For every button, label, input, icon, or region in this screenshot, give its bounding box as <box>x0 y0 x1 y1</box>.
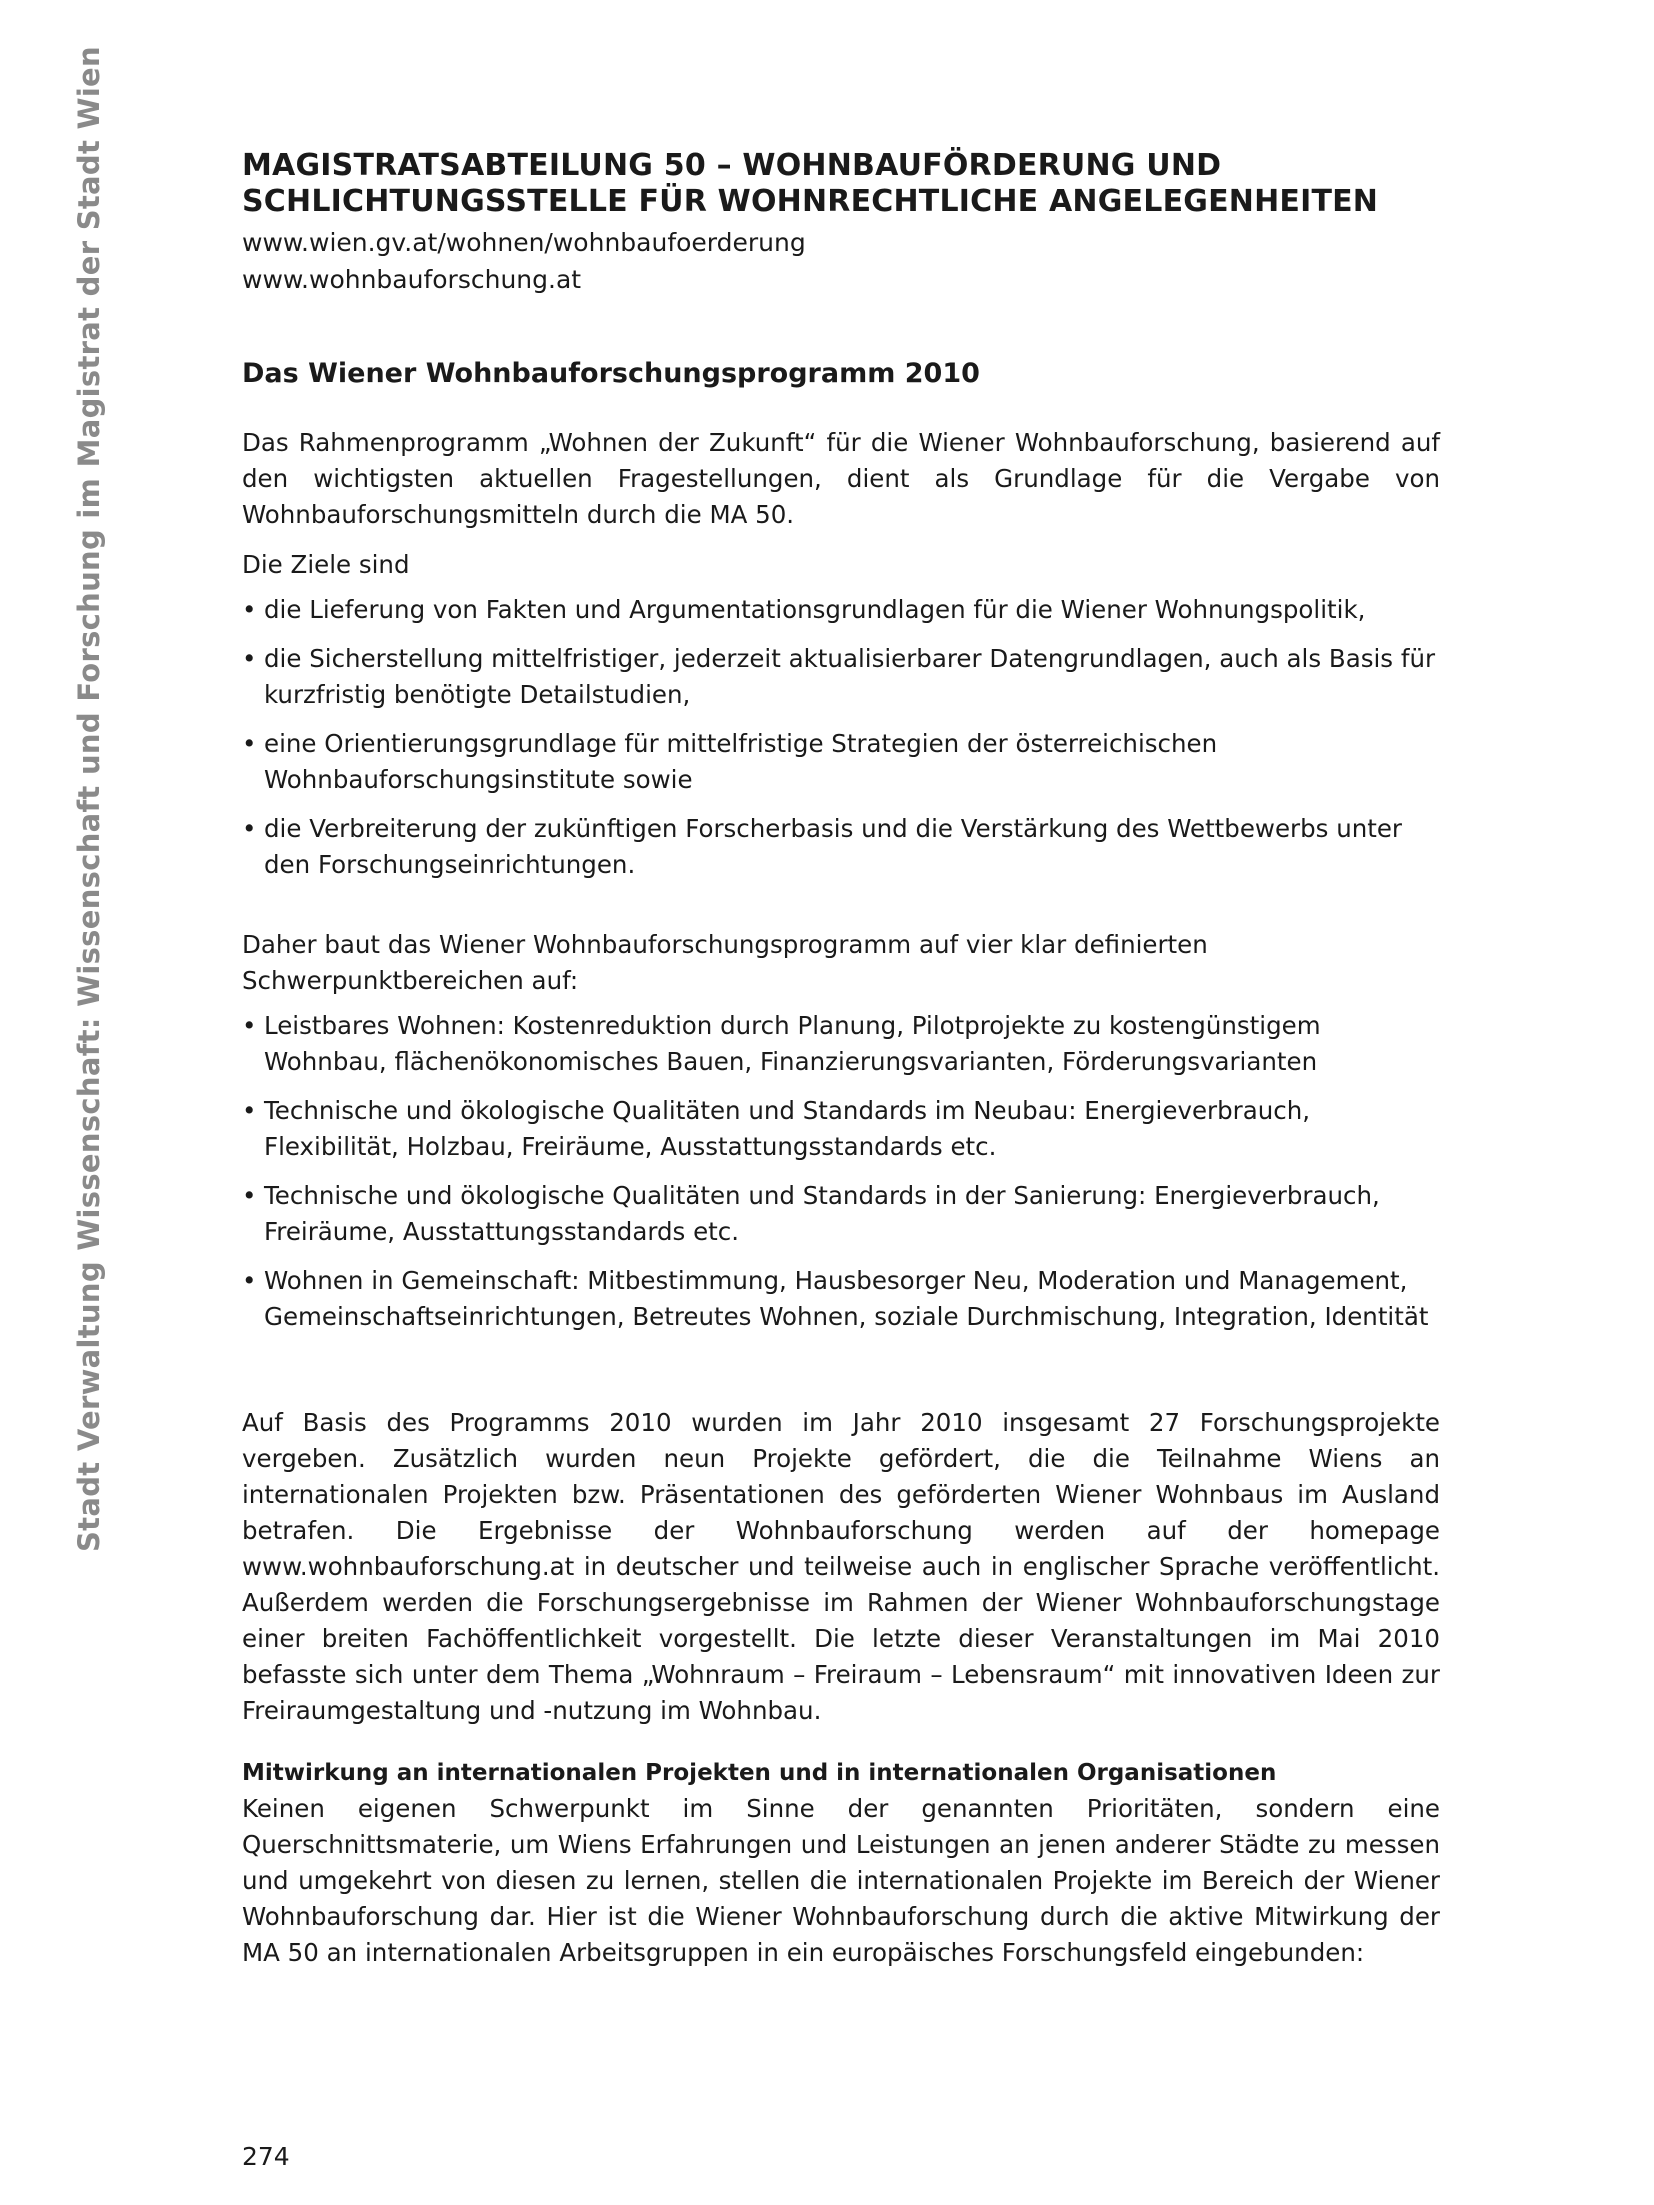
org-title-line-2: SCHLICHTUNGSSTELLE FÜR WOHNRECHTLICHE ANGELEGENHEITEN <box>242 184 1379 219</box>
bullet-icon: • <box>242 1266 257 1295</box>
bullet-icon: • <box>242 814 257 843</box>
list-item-text: Technische und ökologische Qualitäten und Standards in der Sanierung: Energieverbrauch, Freiräume, Ausstattungsstandards etc. <box>264 1181 1380 1246</box>
url-wohnbauforschung: www.wohnbauforschung.at <box>242 265 582 294</box>
bullet-icon: • <box>242 595 257 624</box>
bullet-icon: • <box>242 1011 257 1040</box>
list-item <box>242 726 1440 798</box>
running-side-title: Stadt Verwaltung Wissenschaft: Wissenschaft und Forschung im Magistrat der Stadt Wien <box>72 46 106 1552</box>
list-item-text: Technische und ökologische Qualitäten und Standards im Neubau: Energieverbrauch, Flexibilität, Holzbau, Freiräume, Ausstattungsstandards etc. <box>264 1096 1311 1161</box>
bullet-icon: • <box>242 729 257 758</box>
section-title: Das Wiener Wohnbauforschungsprogramm 2010 <box>242 358 980 389</box>
bullet-icon: • <box>242 644 257 673</box>
page-number: 274 <box>242 2142 290 2171</box>
list-item-text: die Sicherstellung mittelfristiger, jederzeit aktualisierbarer Datengrundlagen, auch als Basis für kurzfristig benötigte Detailstudien, <box>264 644 1436 709</box>
list-item-text: die Lieferung von Fakten und Argumentationsgrundlagen für die Wiener Wohnungspolitik, <box>264 595 1366 624</box>
focus-intro-paragraph: Daher baut das Wiener Wohnbauforschungsprogramm auf vier klar definierten Schwerpunktbereichen auf: <box>242 930 1208 995</box>
list-item <box>242 1008 1440 1080</box>
list-item <box>242 1093 1440 1165</box>
org-title-line-1: MAGISTRATSABTEILUNG 50 – WOHNBAUFÖRDERUNG UND <box>242 148 1222 183</box>
list-item-text: eine Orientierungsgrundlage für mittelfristige Strategien der österreichischen Wohnbauforschungsinstitute sowie <box>264 729 1218 794</box>
programme-paragraph: Auf Basis des Programms 2010 wurden im Jahr 2010 insgesamt 27 Forschungsprojekte vergeben. Zusätzlich wurden neun Projekte gefördert, die die Teilnahme Wiens an internationalen Projekten bzw. Präsentationen des geförderten Wiener Wohnbaus im Ausland betrafen. Die Ergebnisse der Wohnbauforschung werden auf der homepage www.wohnbauforschung.at in deutscher und teilweise auch in englischer Sprache veröffentlicht. Außerdem werden die Forschungsergebnisse im Rahmen der Wiener Wohnbauforschungstage einer breiten Fachöffentlichkeit vorgestellt. Die letzte dieser Veranstaltungen im Mai 2010 befasste sich unter dem Thema „Wohnraum – Freiraum – Lebensraum“ mit innovativen Ideen zur Freiraumgestaltung und -nutzung im Wohnbau. <box>242 1408 1440 1725</box>
org-header <box>242 148 1440 298</box>
list-item <box>242 641 1440 713</box>
focus-areas-list <box>242 1008 1440 1335</box>
bullet-icon: • <box>242 1181 257 1210</box>
goals-label: Die Ziele sind <box>242 550 410 579</box>
list-item-text: Wohnen in Gemeinschaft: Mitbestimmung, Hausbesorger Neu, Moderation und Management, Gemeinschaftseinrichtungen, Betreutes Wohnen, soziale Durchmischung, Integration, Identität <box>264 1266 1429 1331</box>
list-item <box>242 1178 1440 1250</box>
list-item-text: Leistbares Wohnen: Kostenreduktion durch Planung, Pilotprojekte zu kostengünstigem Wohnbau, flächenökonomisches Bauen, Finanzierungsvarianten, Förderungsvarianten <box>264 1011 1321 1076</box>
page-content <box>242 148 1440 1971</box>
bullet-icon: • <box>242 1096 257 1125</box>
subsection-title: Mitwirkung an internationalen Projekten und in internationalen Organisationen <box>242 1760 1277 1786</box>
list-item <box>242 811 1440 883</box>
url-wohnbaufoerderung: www.wien.gv.at/wohnen/wohnbaufoerderung <box>242 228 806 257</box>
list-item-text: die Verbreiterung der zukünftigen Forscherbasis und die Verstärkung des Wettbewerbs unter den Forschungseinrichtungen. <box>264 814 1403 879</box>
goals-list <box>242 592 1440 883</box>
international-paragraph: Keinen eigenen Schwerpunkt im Sinne der genannten Prioritäten, sondern eine Querschnittsmaterie, um Wiens Erfahrungen und Leistungen an jenen anderer Städte zu messen und umgekehrt von diesen zu lernen, stellen die internationalen Projekte im Bereich der Wiener Wohnbauforschung dar. Hier ist die Wiener Wohnbauforschung durch die aktive Mitwirkung der MA 50 an internationalen Arbeitsgruppen in ein europäisches Forschungsfeld eingebunden: <box>242 1794 1440 1967</box>
intro-paragraph: Das Rahmenprogramm „Wohnen der Zukunft“ für die Wiener Wohnbauforschung, basierend auf den wichtigsten aktuellen Fragestellungen, dient als Grundlage für die Vergabe von Wohnbauforschungsmitteln durch die MA 50. <box>242 428 1440 529</box>
list-item <box>242 592 1440 628</box>
list-item <box>242 1263 1440 1335</box>
